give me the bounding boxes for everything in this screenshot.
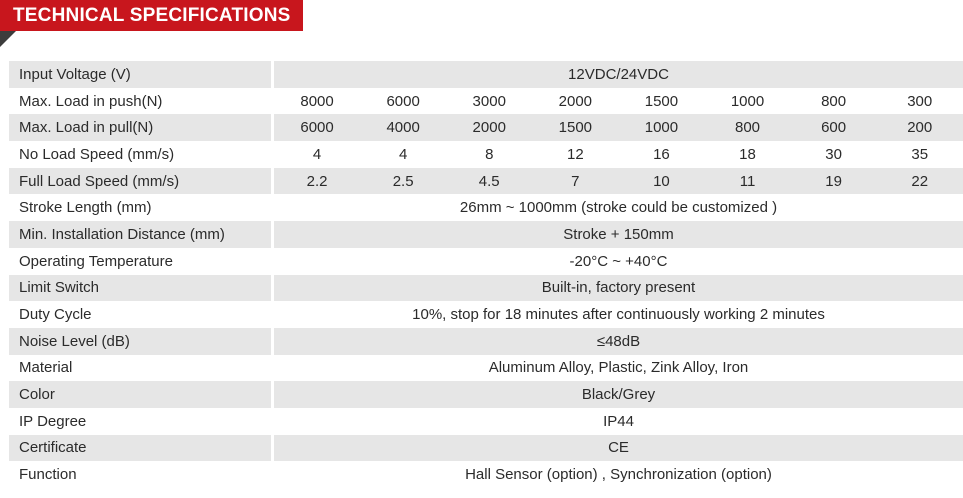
spec-label: Limit Switch (9, 275, 271, 302)
spec-label: Full Load Speed (mm/s) (9, 168, 271, 195)
spec-row-ip-degree (9, 408, 963, 435)
spec-value: 4000 (386, 119, 420, 137)
spec-table (9, 61, 963, 488)
spec-value: 2000 (558, 92, 593, 110)
spec-value: 10 (653, 172, 670, 190)
spec-label: Certificate (9, 435, 271, 462)
spec-label: Max. Load in push(N) (19, 92, 163, 110)
spec-row-max-load-push (9, 88, 963, 115)
spec-value: 1500 (644, 92, 679, 110)
banner-fold-decoration (0, 31, 16, 47)
spec-value: 16 (653, 145, 670, 163)
spec-row-max-load-pull (9, 114, 963, 141)
spec-value: Hall Sensor (option) , Synchronization (option) (465, 466, 772, 484)
spec-value: 4 (398, 145, 408, 163)
spec-value: 7 (571, 172, 580, 190)
spec-value: 11 (739, 172, 756, 190)
spec-label: Function (19, 466, 77, 484)
spec-value: Black/Grey (581, 386, 656, 404)
spec-label: Color (9, 381, 271, 408)
spec-label: Stroke Length (mm) (19, 199, 152, 217)
spec-value: 200 (907, 119, 933, 137)
spec-value: 2.2 (306, 172, 328, 190)
spec-value: 800 (735, 119, 761, 137)
spec-value: 1000 (644, 119, 679, 137)
spec-value: Built-in, factory present (541, 279, 696, 297)
spec-row-min-installation (9, 221, 963, 248)
spec-label: IP Degree (19, 412, 87, 430)
spec-label: Duty Cycle (19, 306, 92, 324)
spec-row-input-voltage (9, 61, 963, 88)
spec-value: ≤48dB (596, 332, 641, 350)
spec-value: 6000 (386, 92, 420, 110)
spec-row-operating-temperature (9, 248, 963, 275)
spec-row-no-load-speed (9, 141, 963, 168)
spec-row-limit-switch (9, 275, 963, 302)
spec-value: 26mm ~ 1000mm (stroke could be customized ) (459, 199, 778, 217)
spec-value: 2.5 (392, 172, 414, 190)
spec-label: Operating Temperature (19, 252, 173, 270)
spec-label: Max. Load in pull(N) (9, 114, 271, 141)
spec-row-certificate (9, 435, 963, 462)
spec-label: Noise Level (dB) (9, 328, 271, 355)
spec-row-noise-level (9, 328, 963, 355)
spec-value: 800 (821, 92, 847, 110)
spec-label: Input Voltage (V) (9, 61, 271, 88)
spec-value: 6000 (300, 119, 334, 137)
spec-value: 4 (312, 145, 322, 163)
spec-label: Material (19, 359, 73, 377)
spec-row-function (9, 461, 963, 488)
spec-value: 12VDC/24VDC (568, 65, 669, 83)
spec-value: 12 (566, 145, 584, 163)
spec-value: 8000 (300, 92, 334, 110)
spec-row-duty-cycle (9, 301, 963, 328)
spec-value: 10%, stop for 18 minutes after continuously working 2 minutes (412, 306, 825, 324)
spec-label: Min. Installation Distance (mm) (9, 221, 271, 248)
section-title: TECHNICAL SPECIFICATIONS (0, 0, 303, 31)
spec-row-stroke-length (9, 194, 963, 221)
spec-value: IP44 (603, 412, 634, 430)
spec-value: 30 (825, 145, 842, 163)
spec-value: 35 (911, 145, 929, 163)
spec-label: No Load Speed (mm/s) (19, 145, 175, 163)
spec-value: 8 (485, 145, 494, 163)
spec-value: 2000 (472, 119, 506, 137)
spec-value: 1500 (558, 119, 593, 137)
spec-value: 3000 (472, 92, 506, 110)
spec-value: -20°C ~ +40°C (569, 252, 668, 270)
spec-value: 600 (821, 119, 847, 137)
spec-value: 19 (825, 172, 842, 190)
spec-value: 300 (907, 92, 933, 110)
spec-row-material (9, 355, 963, 382)
spec-row-full-load-speed (9, 168, 963, 195)
spec-value: 22 (911, 172, 929, 190)
spec-value: Aluminum Alloy, Plastic, Zink Alloy, Iron (488, 359, 749, 377)
spec-value: 18 (739, 145, 756, 163)
spec-row-color (9, 381, 963, 408)
spec-value: 1000 (730, 92, 765, 110)
spec-value: 4.5 (478, 172, 500, 190)
spec-value: Stroke + 150mm (563, 225, 674, 243)
spec-value: CE (608, 439, 629, 457)
